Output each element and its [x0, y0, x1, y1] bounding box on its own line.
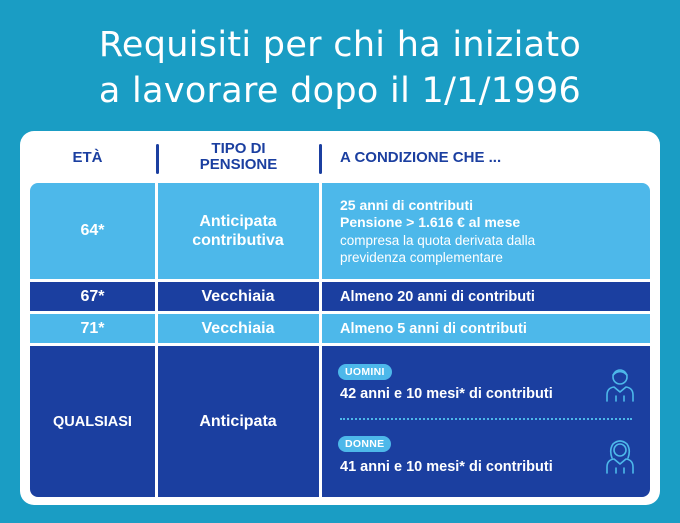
- cell-tipo: Vecchiaia: [201, 288, 275, 305]
- header-separator: [319, 144, 322, 174]
- cell-eta: QUALSIASI: [53, 413, 132, 430]
- cell-tipo: [158, 183, 318, 279]
- man-icon: [604, 366, 636, 402]
- uomini-badge: UOMINI: [338, 364, 392, 380]
- table-row: [30, 346, 650, 497]
- title-line-2: a lavorare dopo il 1/1/1996: [98, 71, 582, 111]
- donne-badge: DONNE: [338, 436, 391, 452]
- title-line-1: Requisiti per chi ha iniziato: [98, 25, 582, 65]
- table-row: [30, 183, 650, 279]
- divider-dotted: [340, 418, 632, 420]
- header-separator: [156, 144, 159, 174]
- header-tipo-line-2: PENSIONE: [199, 156, 278, 173]
- cond-line-1: 25 anni di contributi: [340, 197, 474, 213]
- header-eta: ETÀ: [72, 149, 103, 166]
- cell-condizione: Almeno 5 anni di contributi: [340, 320, 527, 337]
- cond-line-3: compresa la quota derivata dalla: [340, 233, 536, 248]
- uomini-requirement: 42 anni e 10 mesi* di contributi: [340, 386, 553, 402]
- cell-condizione: Almeno 20 anni di contributi: [340, 288, 535, 305]
- cell-eta: 64*: [80, 222, 105, 239]
- donne-requirement: 41 anni e 10 mesi* di contributi: [340, 459, 553, 475]
- header-tipo: [160, 141, 317, 173]
- cond-line-4: previdenza complementare: [340, 250, 503, 265]
- cell-tipo: Vecchiaia: [201, 320, 275, 337]
- cell-condizione: [322, 346, 650, 497]
- cell-eta: 67*: [80, 287, 105, 305]
- table-header: [20, 131, 660, 183]
- page-title: [0, 22, 680, 114]
- cell-tipo-line-1: Anticipata: [199, 213, 277, 230]
- requirements-table: [20, 131, 660, 505]
- table-row: [30, 282, 650, 311]
- cell-tipo: Anticipata: [199, 413, 277, 430]
- cell-condizione: [322, 183, 650, 279]
- woman-icon: [604, 438, 636, 474]
- cell-tipo-line-2: contributiva: [192, 232, 284, 249]
- cond-line-2: Pensione > 1.616 € al mese: [340, 214, 521, 230]
- header-tipo-line-1: TIPO DI: [211, 140, 266, 157]
- cell-eta: 71*: [80, 319, 105, 337]
- header-condizione: A CONDIZIONE CHE ...: [340, 149, 502, 166]
- table-row: [30, 314, 650, 343]
